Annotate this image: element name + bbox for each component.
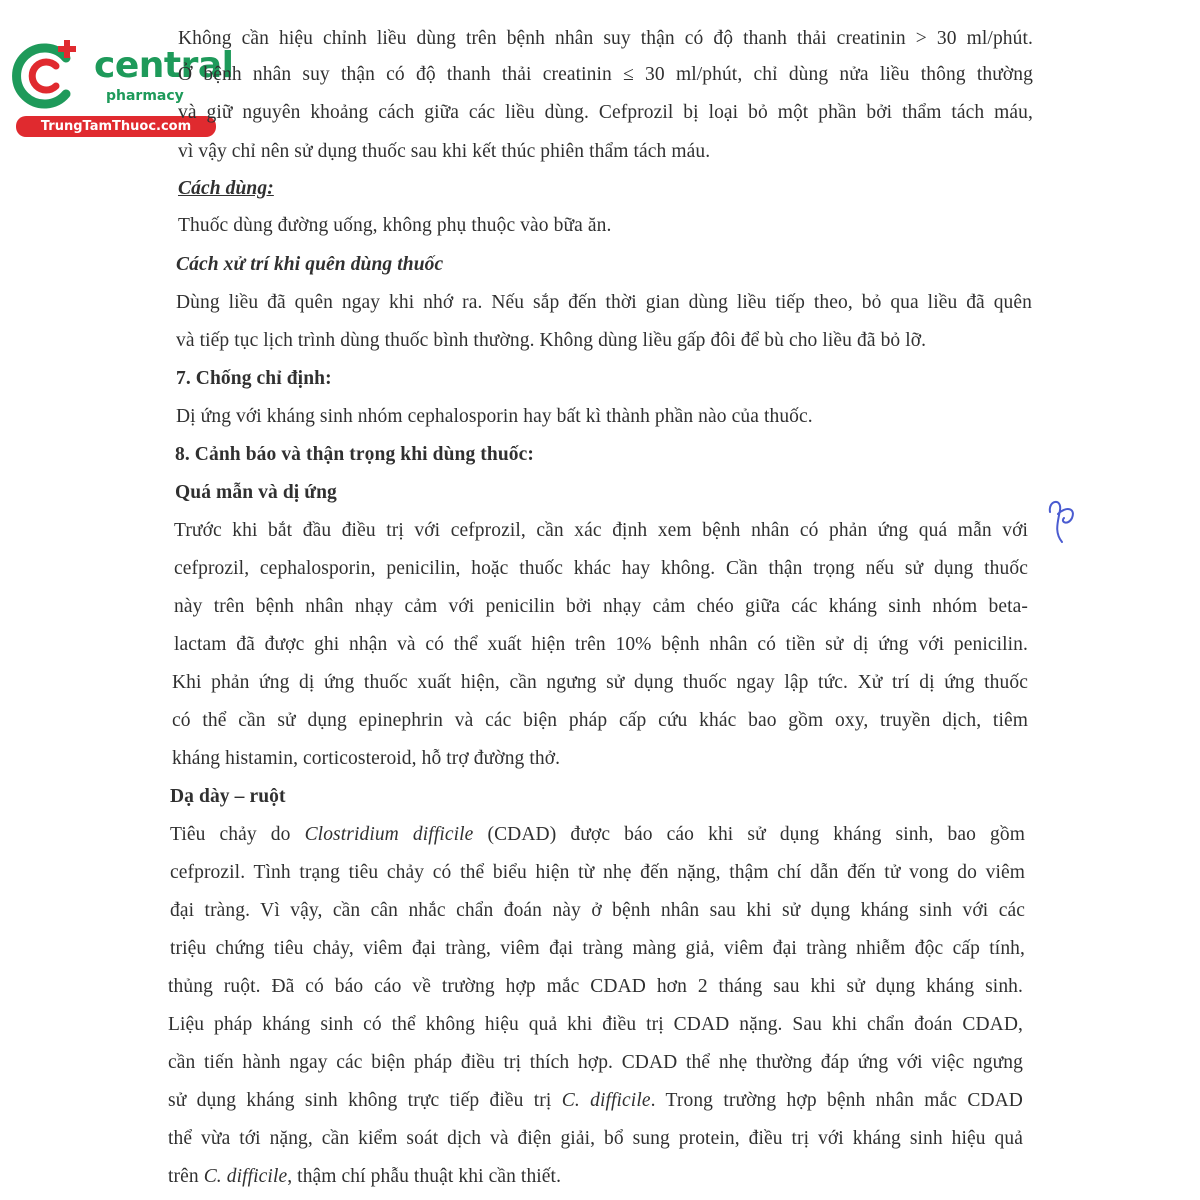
gi-line-6: Liệu pháp kháng sinh có thể không hiệu quả khi điều trị CDAD nặng. Sau khi chẩn đoán CDAD,	[168, 1014, 1023, 1035]
gi-heading: Dạ dày – ruột	[170, 786, 286, 807]
intro-line-1: Không cần hiệu chỉnh liều dùng trên bệnh nhân suy thận có độ thanh thải creatinin > 30 ml/phút.	[178, 28, 1033, 49]
gi-line-9: thể vừa tới nặng, cần kiểm soát dịch và điện giải, bổ sung protein, điều trị với kháng sinh hiệu quả	[168, 1128, 1023, 1149]
hypersensitivity-line-7: kháng histamin, corticosteroid, hỗ trợ đường thở.	[172, 748, 561, 769]
missed-dose-heading: Cách xử trí khi quên dùng thuốc	[176, 254, 444, 275]
logo-url: TrungTamThuoc.com	[16, 116, 216, 137]
gi-line-10: trên C. difficile, thậm chí phẫu thuật khi cần thiết.	[168, 1166, 562, 1187]
hypersensitivity-line-1: Trước khi bắt đầu điều trị với cefprozil, cần xác định xem bệnh nhân có phản ứng quá mẫn với	[174, 520, 1028, 541]
gi-line-3: đại tràng. Vì vậy, cần cân nhắc chẩn đoán này ở bệnh nhân sau khi sử dụng kháng sinh với các	[170, 900, 1025, 921]
intro-line-2: Ở bệnh nhân suy thận có độ thanh thải creatinin ≤ 30 ml/phút, chỉ dùng nửa liều thông thường	[178, 64, 1033, 85]
hypersensitivity-line-6: có thể cần sử dụng epinephrin và các biện pháp cấp cứu khác bao gồm oxy, truyền dịch, tiêm	[172, 710, 1028, 731]
section-7-text: Dị ứng với kháng sinh nhóm cephalosporin hay bất kì thành phần nào của thuốc.	[176, 406, 813, 427]
gi-line-1: Tiêu chảy do Clostridium difficile (CDAD) được báo cáo khi sử dụng kháng sinh, bao gồm	[170, 824, 1025, 845]
hypersensitivity-line-5: Khi phản ứng dị ứng thuốc xuất hiện, cần ngưng sử dụng thuốc ngay lập tức. Xử trí dị ứng thuốc	[172, 672, 1028, 693]
gi-line-5: thủng ruột. Đã có báo cáo về trường hợp mắc CDAD hơn 2 tháng sau khi sử dụng kháng sinh.	[168, 976, 1023, 997]
intro-line-4: vì vậy chỉ nên sử dụng thuốc sau khi kết thúc phiên thẩm tách máu.	[178, 141, 711, 162]
gi-line-2: cefprozil. Tình trạng tiêu chảy có thể biểu hiện từ nhẹ đến nặng, thậm chí dẫn đến tử vong do viêm	[170, 862, 1025, 883]
logo-brand: central	[94, 45, 234, 86]
section-8-heading: 8. Cảnh báo và thận trọng khi dùng thuốc:	[175, 444, 534, 465]
hypersensitivity-heading: Quá mẫn và dị ứng	[175, 482, 337, 503]
intro-line-3: và giữ nguyên khoảng cách giữa các liều dùng. Cefprozil bị loại bỏ một phần bởi thẩm tách máu,	[178, 102, 1033, 123]
gi-line-8: sử dụng kháng sinh không trực tiếp điều trị C. difficile. Trong trường hợp bệnh nhân mắc CDAD	[168, 1090, 1023, 1111]
hypersensitivity-line-2: cefprozil, cephalosporin, penicilin, hoặc thuốc khác hay không. Cần thận trọng nếu sử dụng thuốc	[174, 558, 1028, 579]
section-7-heading: 7. Chống chỉ định:	[176, 368, 332, 389]
hypersensitivity-line-3: này trên bệnh nhân nhạy cảm với penicilin bởi nhạy cảm chéo giữa các kháng sinh nhóm beta-	[174, 596, 1028, 617]
hypersensitivity-line-4: lactam đã được ghi nhận và có thể xuất hiện trên 10% bệnh nhân có tiền sử dị ứng với penicilin.	[174, 634, 1028, 655]
central-logo-icon	[8, 36, 92, 116]
handwritten-initial-mark	[1040, 492, 1100, 552]
logo-subtitle: pharmacy	[106, 88, 184, 104]
missed-dose-line-1: Dùng liều đã quên ngay khi nhớ ra. Nếu sắp đến thời gian dùng liều tiếp theo, bỏ qua liều đã quên	[176, 292, 1032, 313]
gi-line-4: triệu chứng tiêu chảy, viêm đại tràng, viêm đại tràng màng giả, viêm đại tràng nhiễm độc cấp tính,	[170, 938, 1025, 959]
usage-text: Thuốc dùng đường uống, không phụ thuộc vào bữa ăn.	[178, 215, 612, 236]
missed-dose-line-2: và tiếp tục lịch trình dùng thuốc bình thường. Không dùng liều gấp đôi để bù cho liều đã bỏ lỡ.	[176, 330, 927, 351]
usage-heading: Cách dùng:	[178, 178, 274, 199]
gi-line-7: cần tiến hành ngay các biện pháp điều trị thích hợp. CDAD thể nhẹ thường đáp ứng với việc ngưng	[168, 1052, 1023, 1073]
